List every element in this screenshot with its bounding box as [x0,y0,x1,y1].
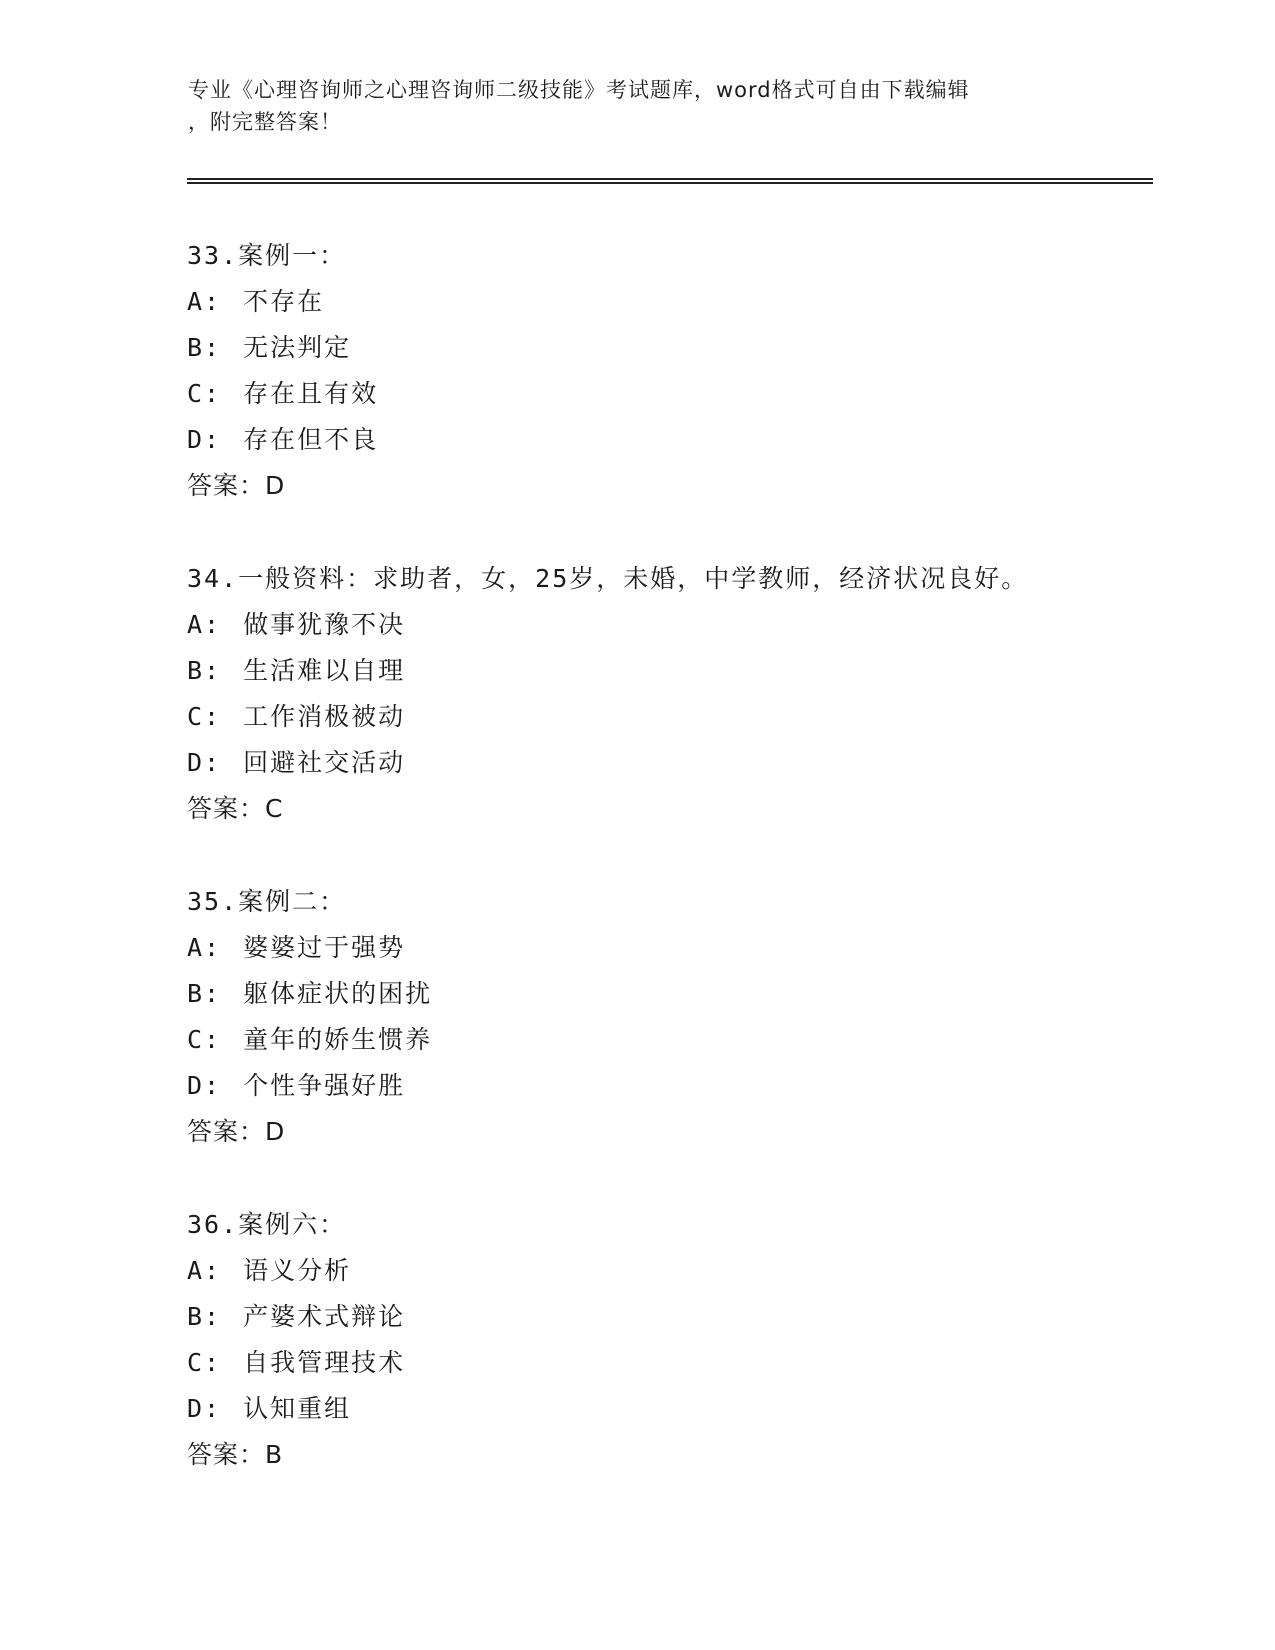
question-list [187,233,1147,1525]
answer [187,1432,1147,1478]
option-text: 躯体症状的困扰 [243,979,433,1008]
option-b [187,971,1147,1017]
answer-value: C [265,794,284,823]
option-text: 自我管理技术 [243,1348,406,1377]
question-34 [187,556,1147,832]
option-key: A: [187,933,222,962]
option-text: 不存在 [243,287,325,316]
question-stem [187,1202,1147,1248]
option-a [187,925,1147,971]
option-key: D: [187,748,222,777]
option-a [187,1248,1147,1294]
answer [187,1109,1147,1155]
question-number: 33. [187,241,239,270]
question-33 [187,233,1147,509]
option-b [187,325,1147,371]
option-key: B: [187,656,222,685]
option-c [187,1340,1147,1386]
option-a [187,602,1147,648]
answer-value: D [265,471,286,500]
option-c [187,1017,1147,1063]
option-key: D: [187,1394,222,1423]
option-key: C: [187,702,222,731]
option-key: C: [187,1025,222,1054]
option-text: 童年的娇生惯养 [243,1025,433,1054]
option-text: 个性争强好胜 [243,1071,406,1100]
option-d [187,740,1147,786]
answer-value: D [265,1117,286,1146]
option-text: 产婆术式辩论 [243,1302,406,1331]
option-text: 无法判定 [243,333,352,362]
question-text: 案例六： [238,1210,347,1239]
option-d [187,1386,1147,1432]
option-text: 回避社交活动 [243,748,406,777]
option-c [187,694,1147,740]
answer-label: 答案： [187,1117,266,1146]
answer-label: 答案： [187,794,266,823]
option-a [187,279,1147,325]
question-35 [187,879,1147,1155]
option-text: 做事犹豫不决 [243,610,406,639]
option-b [187,648,1147,694]
option-key: B: [187,979,222,1008]
question-stem [187,879,1147,925]
document-header [188,74,1088,138]
option-c [187,371,1147,417]
header-divider [187,178,1153,184]
option-text: 生活难以自理 [243,656,406,685]
option-key: C: [187,1348,222,1377]
option-d [187,1063,1147,1109]
question-number: 34. [187,564,239,593]
answer-label: 答案： [187,1440,266,1469]
option-key: B: [187,333,222,362]
option-key: B: [187,1302,222,1331]
option-key: A: [187,287,222,316]
option-text: 婆婆过于强势 [243,933,406,962]
question-stem [187,233,1147,279]
header-line-1: 专业《心理咨询师之心理咨询师二级技能》考试题库，word格式可自由下载编辑 [188,78,970,102]
answer [187,463,1147,509]
question-text: 案例一： [238,241,347,270]
question-number: 36. [187,1210,239,1239]
option-key: A: [187,610,222,639]
answer [187,786,1147,832]
answer-label: 答案： [187,471,266,500]
question-text: 一般资料：求助者，女，25岁，未婚，中学教师，经济状况良好。 [238,564,1029,593]
option-key: C: [187,379,222,408]
option-key: D: [187,425,222,454]
header-line-2: ，附完整答案！ [188,110,342,134]
option-text: 工作消极被动 [243,702,406,731]
answer-value: B [265,1440,284,1469]
option-key: A: [187,1256,222,1285]
option-key: D: [187,1071,222,1100]
option-d [187,417,1147,463]
question-stem [187,556,1147,602]
option-text: 存在且有效 [243,379,379,408]
option-b [187,1294,1147,1340]
option-text: 认知重组 [243,1394,352,1423]
question-36 [187,1202,1147,1478]
option-text: 存在但不良 [243,425,379,454]
question-number: 35. [187,887,239,916]
option-text: 语义分析 [243,1256,352,1285]
question-text: 案例二： [238,887,347,916]
